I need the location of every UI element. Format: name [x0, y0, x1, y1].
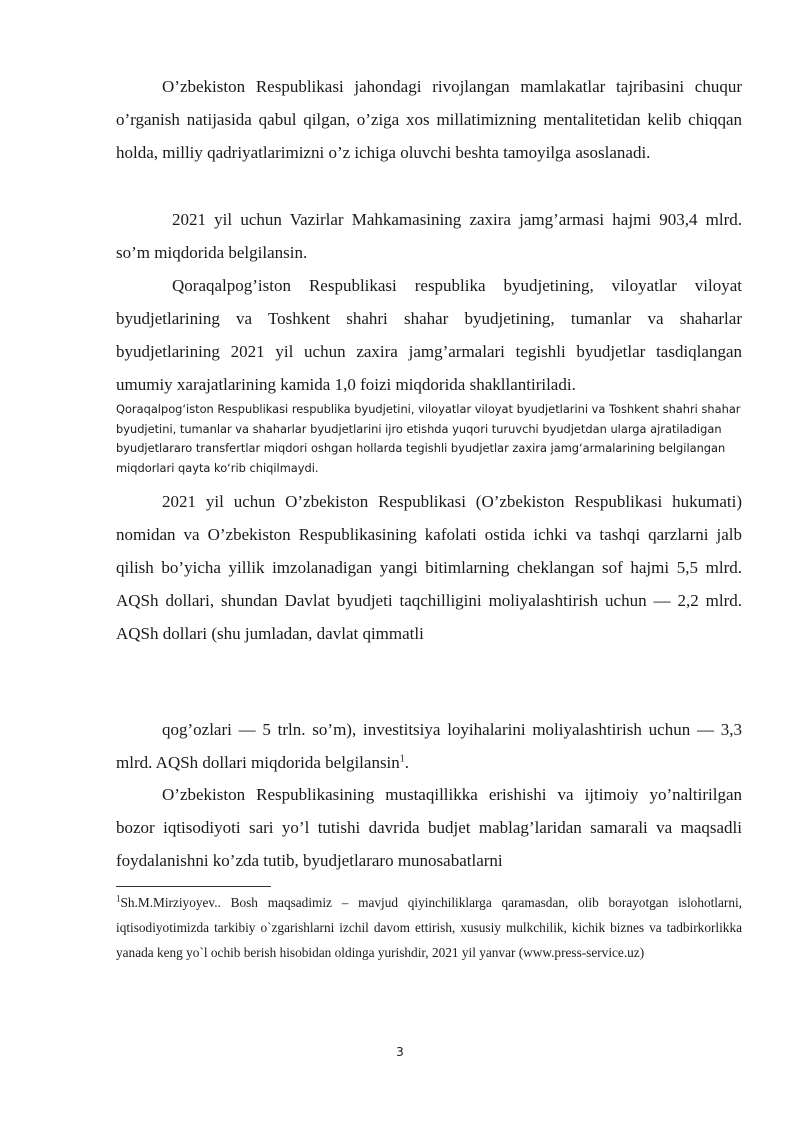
footnote-text: Sh.M.Mirziyoyev.. Bosh maqsadimiz – mavjud qiyinchiliklarga qaramasdan, olib borayotgan islohotlarni, iqtisodiyotimizda tarkibiy o`zgarishlarni izchil davom ettirish, xususiy mulkchilik, kichik biznes va tadbirkorlikka yanada keng yo`l ochib berish hisobidan oldinga yurishdir, 2021 yil yanvar (www.press-service.uz)	[116, 895, 742, 960]
footnote-divider	[116, 886, 271, 887]
footnote	[116, 890, 742, 965]
paragraph-investment-end: .	[404, 753, 410, 772]
paragraph-transfer-note: Qoraqalpog‘iston Respublikasi respublika byudjetini, viloyatlar viloyat byudjetlarini va Toshkent shahri shahar byudjetini, tumanlar va shaharlar byudjetlarini ijro etishda yuqori turuvchi byudjetdan ularga ajratiladigan byudjetlararo transfertlar miqdori oshgan hollarda tegishli byudjetlar zaxira jamg‘armalarining belgilangan miqdorlari qayta ko‘rib chiqilmaydi.	[116, 402, 741, 475]
paragraph-principles: O’zbekiston Respublikasi jahondagi rivojlangan mamlakatlar tajribasini chuqur o’rganish natijasida qabul qilgan, o’ziga xos millatimizning mentalitetidan kelib chiqqan holda, milliy qadriyatlarimizni o’z ichiga oluvchi beshta tamoyilga asoslanadi.	[116, 77, 742, 162]
page-number: 3	[396, 1045, 404, 1059]
paragraph-regional-reserves: Qoraqalpog’iston Respublikasi respublika byudjetining, viloyatlar viloyat byudjetlarining va Toshkent shahri shahar byudjetining, tumanlar va shaharlar byudjetlarining 2021 yil uchun zaxira jamg’armalari tegishli byudjetlar tasdiqlangan umumiy xarajatlarining kamida 1,0 foizi miqdorida shakllantiriladi.	[116, 276, 742, 394]
paragraph-interbudget-relations: O’zbekiston Respublikasining mustaqillikka erishishi va ijtimoiy yo’naltirilgan bozor iqtisodiyoti sari yo’l tutishi davrida budjet mablag’laridan samarali va maqsadli foydalanishni ko’zda tutib, byudjetlararo munosabatlarni	[116, 785, 742, 870]
paragraph-reserve-fund: 2021 yil uchun Vazirlar Mahkamasining zaxira jamg’armasi hajmi 903,4 mlrd. so’m miqdorida belgilansin.	[116, 210, 742, 262]
paragraph-investment-text: qog’ozlari — 5 trln. so’m), investitsiya loyihalarini moliyalashtirish uchun — 3,3 mlrd. AQSh dollari miqdorida belgilansin	[116, 720, 742, 772]
footnote-reference: 1	[399, 753, 405, 765]
footnote-marker: 1	[116, 893, 121, 904]
paragraph-external-debt: 2021 yil uchun O’zbekiston Respublikasi (O’zbekiston Respublikasi hukumati) nomidan va O’zbekiston Respublikasining kafolati ostida ichki va tashqi qarzlarni jalb qilish bo’yicha yillik imzolanadigan yangi bitimlarning cheklangan sof hajmi 5,5 mlrd. AQSh dollari, shundan Davlat byudjeti taqchilligini moliyalashtirish uchun — 2,2 mlrd. AQSh dollari (shu jumladan, davlat qimmatli	[116, 492, 742, 643]
paragraph-investment	[116, 713, 742, 779]
